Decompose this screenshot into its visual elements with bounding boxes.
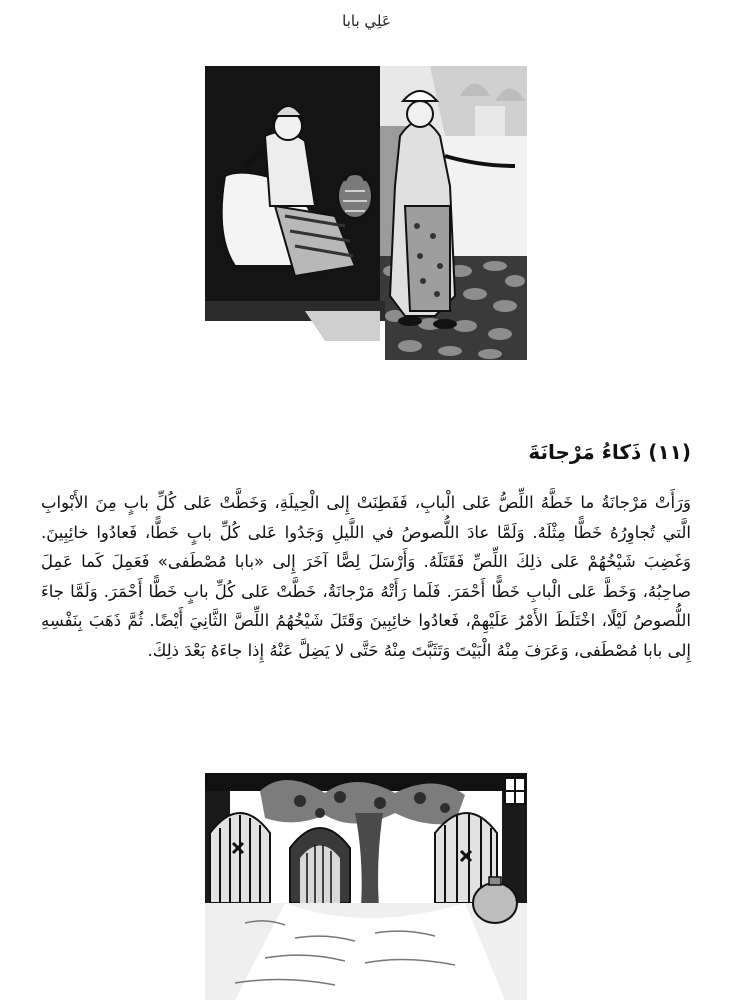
alley-with-doors-illustration [205,773,527,1000]
chapter-title: ذَكاءُ مَرْجانَةَ [528,440,642,464]
running-header: عَلِي بابا [342,12,391,30]
chapter-number: (١١) [648,440,691,464]
chapter-heading [41,440,691,464]
story-paragraph: وَرَأَتْ مَرْجانَةُ ما خَطَّهُ اللِّصُّ عَلى الْبابِ، فَفَطِنَتْ إِلى الْحِيلَةِ، وَخَطَّتْ عَلى كُلِّ بابٍ مِنَ الأَبْوابِ الَّتي تُجاوِرُهُ خَطًّا مِثْلَهُ. وَلَمَّا عادَ اللُّصوصُ في اللَّيلِ وَجَدُوا عَلى كُلِّ بابٍ خَطًّا، فَعادُوا خائِبِينَ. وَغَضِبَ شَيْخُهُمْ عَلى ذلِكَ اللِّصِّ فَقَتَلَهُ. وَأَرْسَلَ لِصًّا آخَرَ إِلى «بابا مُصْطَفى» فَعَمِلَ كَما عَمِلَ صاحِبُهُ، وَخَطَّ عَلى الْبابِ خَطًّا أَحْمَرَ. فَلَما رَأَتْهُ مَرْجانَةُ، خَطَّتْ عَلى كُلِّ بابٍ خَطًّا أَحْمَرَ. وَلَمَّا جاءَ اللُّصوصُ لَيْلًا، اخْتَلَطَ الأَمْرُ عَلَيْهِمْ، فَعادُوا خائِبِينَ وَقَتَلَ شَيْخُهُمُ اللِّصَّ الثَّانِيَ أَيْضًا. ثُمَّ ذَهَبَ بِنَفْسِهِ إِلى بابا مُصْطَفى، وَعَرَفَ مِنْهُ الْبَيْتَ وَتَثَبَّتَ مِنْهُ حَتَّى لا يَضِلَّ عَنْهُ إِذا جاءَهُ بَعْدَ ذلِكَ. [41,493,691,660]
ali-baba-and-thief-illustration [205,66,527,360]
